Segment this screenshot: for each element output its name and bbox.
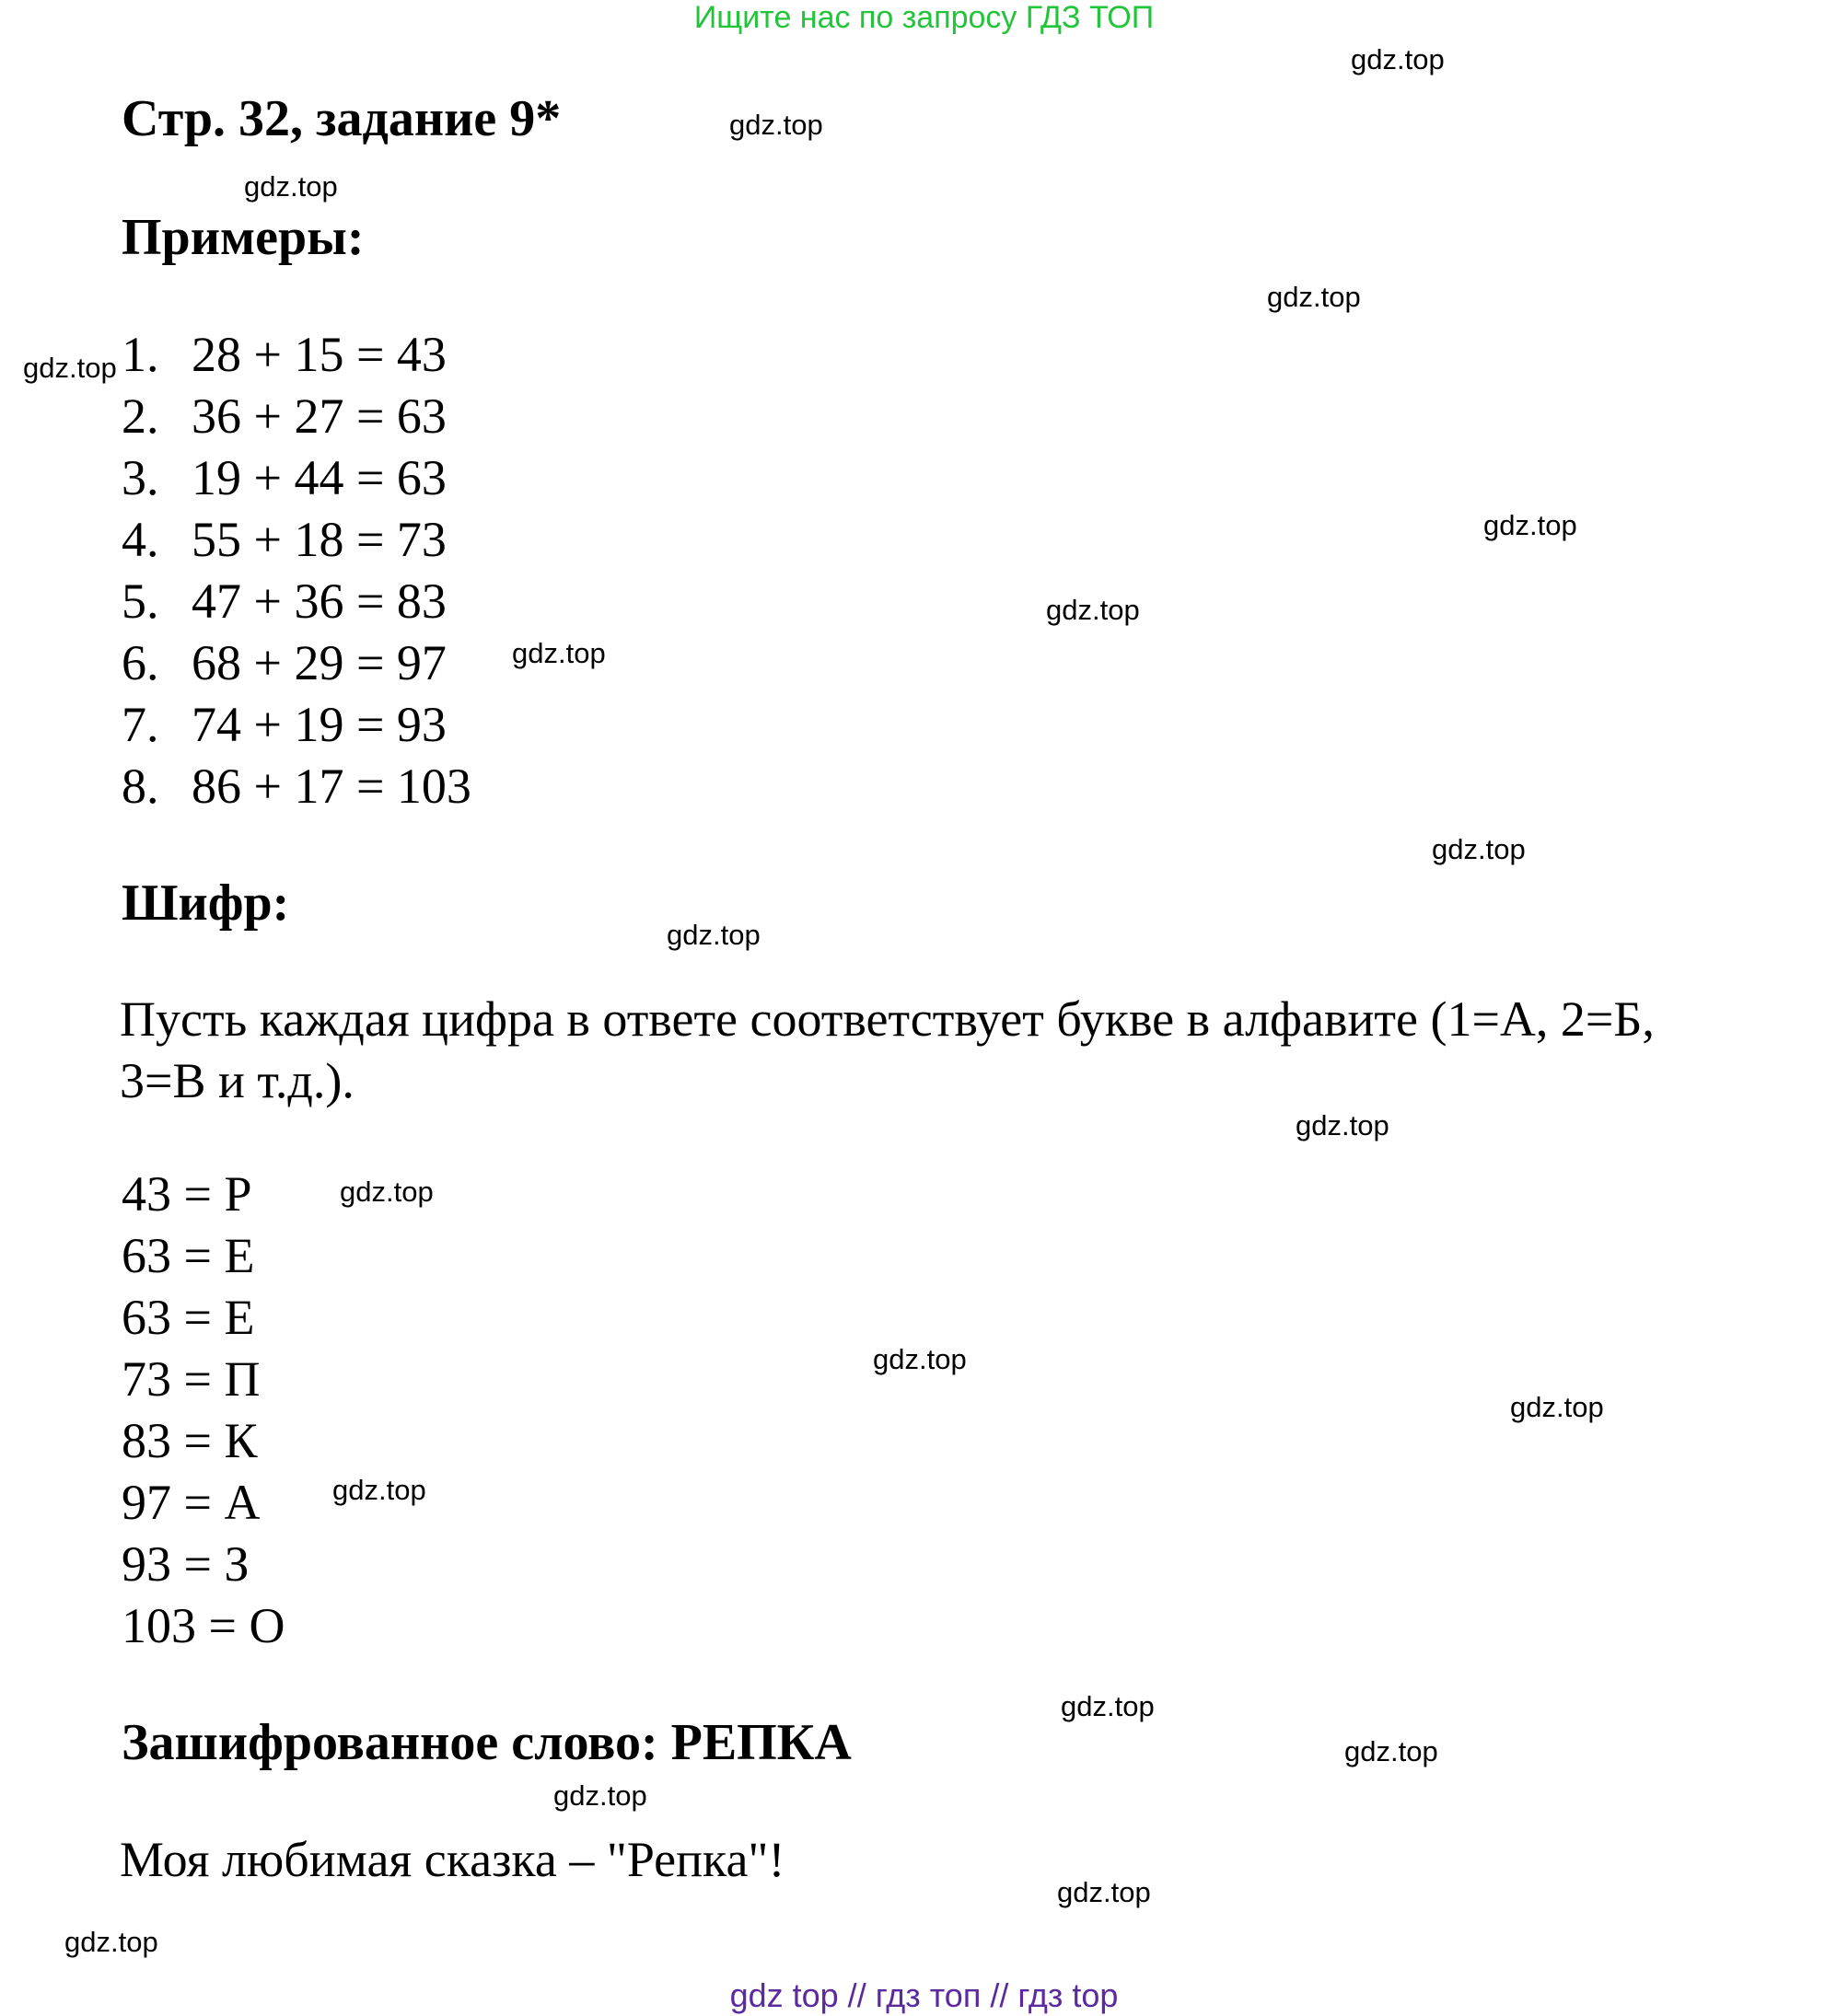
example-expression: 19 + 44 = 63 [192,450,447,505]
watermark: gdz.top [23,352,117,384]
example-number: 5. [122,574,159,629]
example-number: 2. [122,388,159,444]
watermark: gdz.top [1432,833,1526,865]
example-number: 4. [122,512,159,567]
top-banner: Ищите нас по запросу ГДЗ ТОП [693,0,1155,35]
example-expression: 55 + 18 = 73 [192,512,447,567]
cipher-code-item: 43 = Р [122,1166,252,1222]
watermark: gdz.top [512,637,606,669]
cipher-code-item: 83 = К [122,1413,258,1468]
conclusion-text: Моя любимая сказка – "Репка"! [120,1832,785,1887]
cipher-code-item: 97 = А [122,1475,261,1530]
watermark: gdz.top [729,109,823,141]
watermark: gdz.top [64,1926,158,1958]
example-expression: 28 + 15 = 43 [192,327,447,382]
watermark: gdz.top [667,919,761,951]
cipher-code-item: 63 = Е [122,1290,255,1345]
cipher-code-item: 73 = П [122,1351,261,1407]
watermark: gdz.top [1351,43,1445,75]
cipher-code-item: 63 = Е [122,1228,255,1283]
example-expression: 36 + 27 = 63 [192,388,447,444]
cipher-code-item: 93 = З [122,1536,250,1592]
watermark: gdz.top [873,1343,967,1375]
examples-heading: Примеры: [122,209,365,266]
example-expression: 74 + 19 = 93 [192,697,447,752]
watermark: gdz.top [1061,1690,1155,1722]
watermark: gdz.top [1344,1735,1438,1767]
page-title: Стр. 32, задание 9* [122,90,562,147]
cipher-description-line-1: Пусть каждая цифра в ответе соответствует букве в алфавите (1=А, 2=Б, [120,991,1655,1047]
cipher-code-item: 103 = О [122,1598,285,1653]
example-number: 8. [122,759,159,814]
answer-heading: Зашифрованное слово: РЕПКА [122,1714,852,1771]
example-number: 3. [122,450,159,505]
watermark: gdz.top [1296,1109,1389,1141]
example-expression: 68 + 29 = 97 [192,635,447,690]
watermark: gdz.top [553,1779,647,1812]
example-number: 1. [122,327,159,382]
watermark: gdz.top [1510,1391,1604,1423]
watermark: gdz.top [1046,594,1140,626]
example-expression: 47 + 36 = 83 [192,574,447,629]
watermark: gdz.top [1483,509,1577,541]
example-number: 7. [122,697,159,752]
watermark: gdz.top [1057,1876,1151,1908]
watermark: gdz.top [332,1474,426,1506]
example-number: 6. [122,635,159,690]
cipher-description-line-2: 3=В и т.д.). [120,1053,354,1108]
cipher-heading: Шифр: [122,875,290,932]
watermark: gdz.top [340,1176,434,1208]
example-expression: 86 + 17 = 103 [192,759,471,814]
watermark: gdz.top [244,170,338,203]
footer-links: gdz top // гдз топ // гдз top [729,1976,1119,2014]
watermark: gdz.top [1267,281,1361,313]
